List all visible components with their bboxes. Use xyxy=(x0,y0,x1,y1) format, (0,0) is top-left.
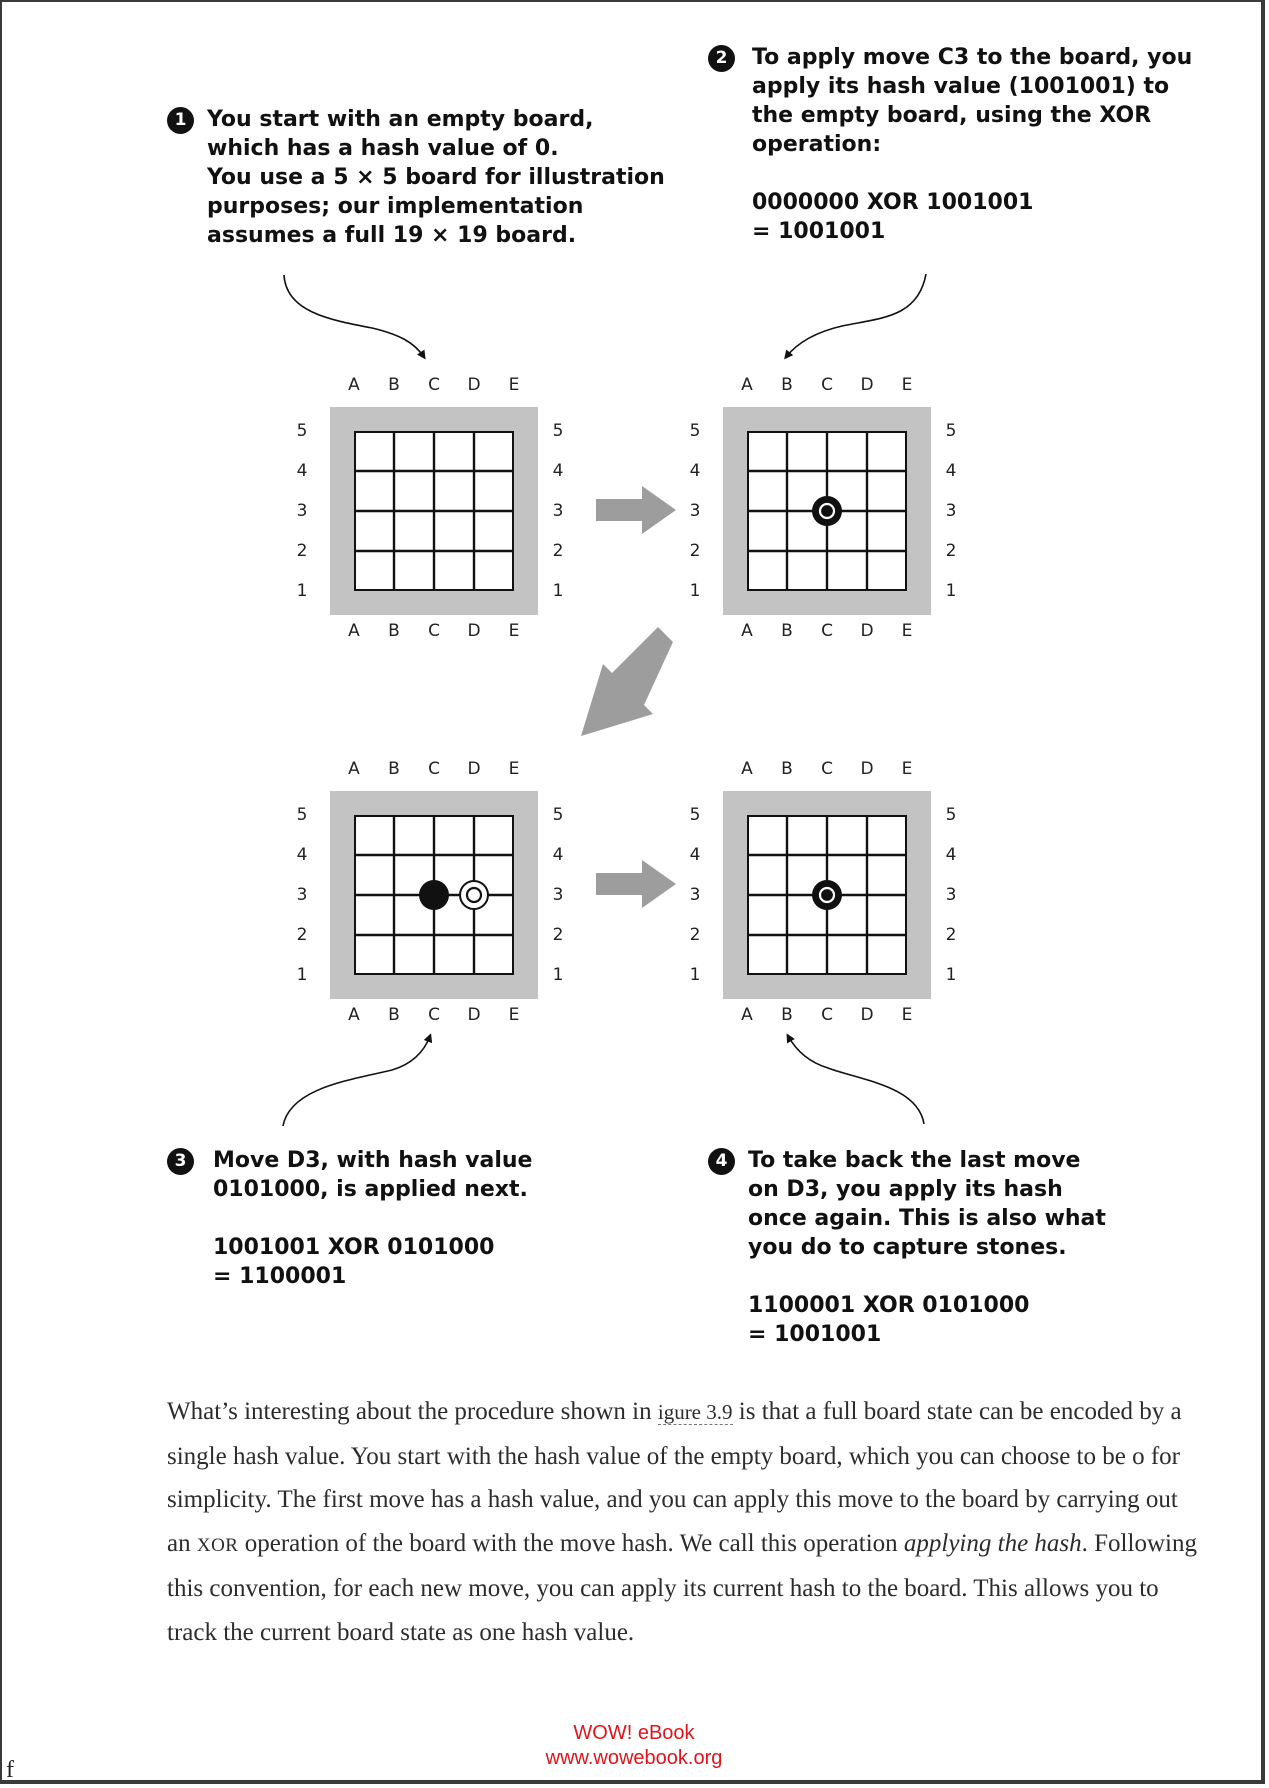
column-label-top: B xyxy=(781,759,793,779)
body-text-run: . Following this convention, for each new move, you can apply its current hash to the board. This allows you to track the current board state as one hash value. xyxy=(167,1529,1197,1646)
column-label-bottom: A xyxy=(348,621,360,641)
row-label-right: 5 xyxy=(945,421,957,441)
row-label-right: 4 xyxy=(552,845,564,865)
column-label-top: D xyxy=(467,375,481,395)
column-label-top: D xyxy=(467,759,481,779)
arrow-right-bottom xyxy=(596,860,676,908)
column-label-top: E xyxy=(508,375,520,395)
column-label-bottom: C xyxy=(428,621,440,641)
figure-reference-link[interactable]: igure 3.9 xyxy=(657,1400,733,1424)
board-after-d3 xyxy=(330,791,538,999)
callout-3-calc: = 1100001 xyxy=(213,1264,347,1289)
stray-character: f xyxy=(6,1757,14,1783)
footer-title: WOW! eBook xyxy=(573,1722,695,1744)
callout-4-pointer xyxy=(788,1036,924,1124)
column-label-top: A xyxy=(741,375,753,395)
callout-3 xyxy=(213,1146,532,1291)
black-stone-C3 xyxy=(812,880,842,910)
board-grid xyxy=(354,815,514,975)
column-label-bottom: A xyxy=(741,621,753,641)
row-label-left: 3 xyxy=(296,885,308,905)
column-label-top: E xyxy=(901,759,913,779)
column-label-bottom: E xyxy=(901,621,913,641)
row-label-left: 1 xyxy=(689,581,701,601)
callout-2 xyxy=(752,43,1192,246)
callout-4-line: once again. This is also what xyxy=(748,1206,1106,1231)
column-label-top: B xyxy=(781,375,793,395)
row-label-right: 3 xyxy=(945,885,957,905)
column-label-top: C xyxy=(428,759,440,779)
board-after-c3 xyxy=(723,407,931,615)
callout-4 xyxy=(748,1146,1106,1349)
column-label-bottom: B xyxy=(388,1005,400,1025)
callout-4-badge: 4 xyxy=(708,1148,735,1175)
callout-1-line: You use a 5 × 5 board for illustration xyxy=(207,165,665,190)
callout-3-calc: 1001001 XOR 0101000 xyxy=(213,1235,495,1260)
column-label-bottom: A xyxy=(741,1005,753,1025)
row-label-left: 4 xyxy=(689,461,701,481)
row-label-left: 2 xyxy=(296,925,308,945)
row-label-right: 4 xyxy=(552,461,564,481)
row-label-right: 5 xyxy=(552,421,564,441)
column-label-bottom: C xyxy=(821,621,833,641)
column-label-bottom: B xyxy=(781,1005,793,1025)
arrow-diagonal xyxy=(581,627,673,736)
column-label-top: A xyxy=(741,759,753,779)
row-label-left: 4 xyxy=(296,845,308,865)
callout-4-calc: = 1001001 xyxy=(748,1322,882,1347)
callout-1-line: assumes a full 19 × 19 board. xyxy=(207,223,577,248)
callout-2-line: operation: xyxy=(752,132,882,157)
callout-4-calc: 1100001 XOR 0101000 xyxy=(748,1293,1030,1318)
column-label-bottom: E xyxy=(901,1005,913,1025)
callout-1-line: purposes; our implementation xyxy=(207,194,584,219)
column-label-top: A xyxy=(348,759,360,779)
column-label-top: E xyxy=(508,759,520,779)
callout-2-calc: 0000000 XOR 1001001 xyxy=(752,190,1034,215)
column-label-top: C xyxy=(821,375,833,395)
row-label-right: 4 xyxy=(945,845,957,865)
column-label-top: D xyxy=(860,375,874,395)
callout-1-badge: 1 xyxy=(167,107,194,134)
callout-2-calc: = 1001001 xyxy=(752,219,886,244)
column-label-bottom: E xyxy=(508,1005,520,1025)
column-label-bottom: D xyxy=(467,1005,481,1025)
row-label-right: 3 xyxy=(552,885,564,905)
callout-1-line: You start with an empty board, xyxy=(207,107,594,132)
callout-4-line: To take back the last move xyxy=(748,1148,1081,1173)
row-label-right: 1 xyxy=(552,965,564,985)
column-label-bottom: B xyxy=(388,621,400,641)
column-label-top: C xyxy=(428,375,440,395)
body-text-run: What’s interesting about the procedure shown in xyxy=(167,1398,658,1425)
row-label-left: 2 xyxy=(689,925,701,945)
black-stone-C3 xyxy=(812,496,842,526)
row-label-right: 3 xyxy=(552,501,564,521)
callout-3-line: Move D3, with hash value xyxy=(213,1148,533,1173)
callout-3-line: 0101000, is applied next. xyxy=(213,1177,528,1202)
row-label-left: 3 xyxy=(296,501,308,521)
callout-2-badge: 2 xyxy=(708,45,735,72)
callout-4-line: on D3, you apply its hash xyxy=(748,1177,1063,1202)
body-text-run: is that a full board state can be encoded by a single hash value. You start with the hash value of the empty board, which you can choose to be o for simplicity. The first move has a hash value, and you can apply this move to the board by carrying out an xyxy=(167,1398,1182,1557)
callout-2-line: To apply move C3 to the board, you xyxy=(752,45,1193,70)
board-after-undo xyxy=(723,791,931,999)
column-label-bottom: A xyxy=(348,1005,360,1025)
row-label-left: 1 xyxy=(296,965,308,985)
footer-watermark[interactable] xyxy=(484,1721,784,1771)
column-label-top: B xyxy=(388,759,400,779)
column-label-bottom: C xyxy=(428,1005,440,1025)
row-label-right: 1 xyxy=(945,581,957,601)
board-grid xyxy=(747,431,907,591)
row-label-right: 2 xyxy=(945,541,957,561)
row-label-left: 5 xyxy=(296,421,308,441)
board-grid xyxy=(354,431,514,591)
row-label-left: 3 xyxy=(689,885,701,905)
row-label-left: 5 xyxy=(296,805,308,825)
row-label-right: 5 xyxy=(552,805,564,825)
callout-1 xyxy=(207,105,665,250)
emphasis-term: applying the hash xyxy=(903,1529,1082,1557)
row-label-right: 1 xyxy=(552,581,564,601)
row-label-left: 3 xyxy=(689,501,701,521)
board-grid xyxy=(747,815,907,975)
column-label-top: B xyxy=(388,375,400,395)
row-label-right: 2 xyxy=(945,925,957,945)
black-stone-C3 xyxy=(419,880,449,910)
row-label-right: 3 xyxy=(945,501,957,521)
footer-url[interactable]: www.wowebook.org xyxy=(545,1747,723,1769)
column-label-top: A xyxy=(348,375,360,395)
callout-2-line: apply its hash value (1001001) to xyxy=(752,74,1170,99)
body-paragraph-text xyxy=(167,1390,1207,1654)
row-label-left: 4 xyxy=(689,845,701,865)
row-label-right: 5 xyxy=(945,805,957,825)
body-text-run: operation of the board with the move hash. We call this operation xyxy=(238,1529,904,1557)
white-stone-D3 xyxy=(460,881,488,909)
callout-3-pointer xyxy=(283,1036,430,1126)
row-label-left: 5 xyxy=(689,421,701,441)
row-label-left: 2 xyxy=(296,541,308,561)
column-label-bottom: C xyxy=(821,1005,833,1025)
row-label-left: 1 xyxy=(296,581,308,601)
arrow-right-top xyxy=(596,486,676,534)
row-label-right: 2 xyxy=(552,925,564,945)
callout-1-pointer xyxy=(284,275,424,357)
xor-term: XOR xyxy=(196,1534,239,1556)
empty-board xyxy=(330,407,538,615)
callout-3-badge: 3 xyxy=(167,1148,194,1175)
column-label-top: C xyxy=(821,759,833,779)
column-label-top: E xyxy=(901,375,913,395)
row-label-right: 1 xyxy=(945,965,957,985)
column-label-bottom: B xyxy=(781,621,793,641)
callout-2-line: the empty board, using the XOR xyxy=(752,103,1152,128)
callout-2-pointer xyxy=(786,274,926,357)
column-label-top: D xyxy=(860,759,874,779)
row-label-right: 4 xyxy=(945,461,957,481)
column-label-bottom: D xyxy=(860,621,874,641)
body-paragraph xyxy=(167,1390,1207,1654)
row-label-left: 4 xyxy=(296,461,308,481)
callout-4-line: you do to capture stones. xyxy=(748,1235,1067,1260)
column-label-bottom: D xyxy=(467,621,481,641)
column-label-bottom: E xyxy=(508,621,520,641)
row-label-left: 5 xyxy=(689,805,701,825)
row-label-left: 2 xyxy=(689,541,701,561)
column-label-bottom: D xyxy=(860,1005,874,1025)
row-label-left: 1 xyxy=(689,965,701,985)
callout-1-line: which has a hash value of 0. xyxy=(207,136,559,161)
row-label-right: 2 xyxy=(552,541,564,561)
